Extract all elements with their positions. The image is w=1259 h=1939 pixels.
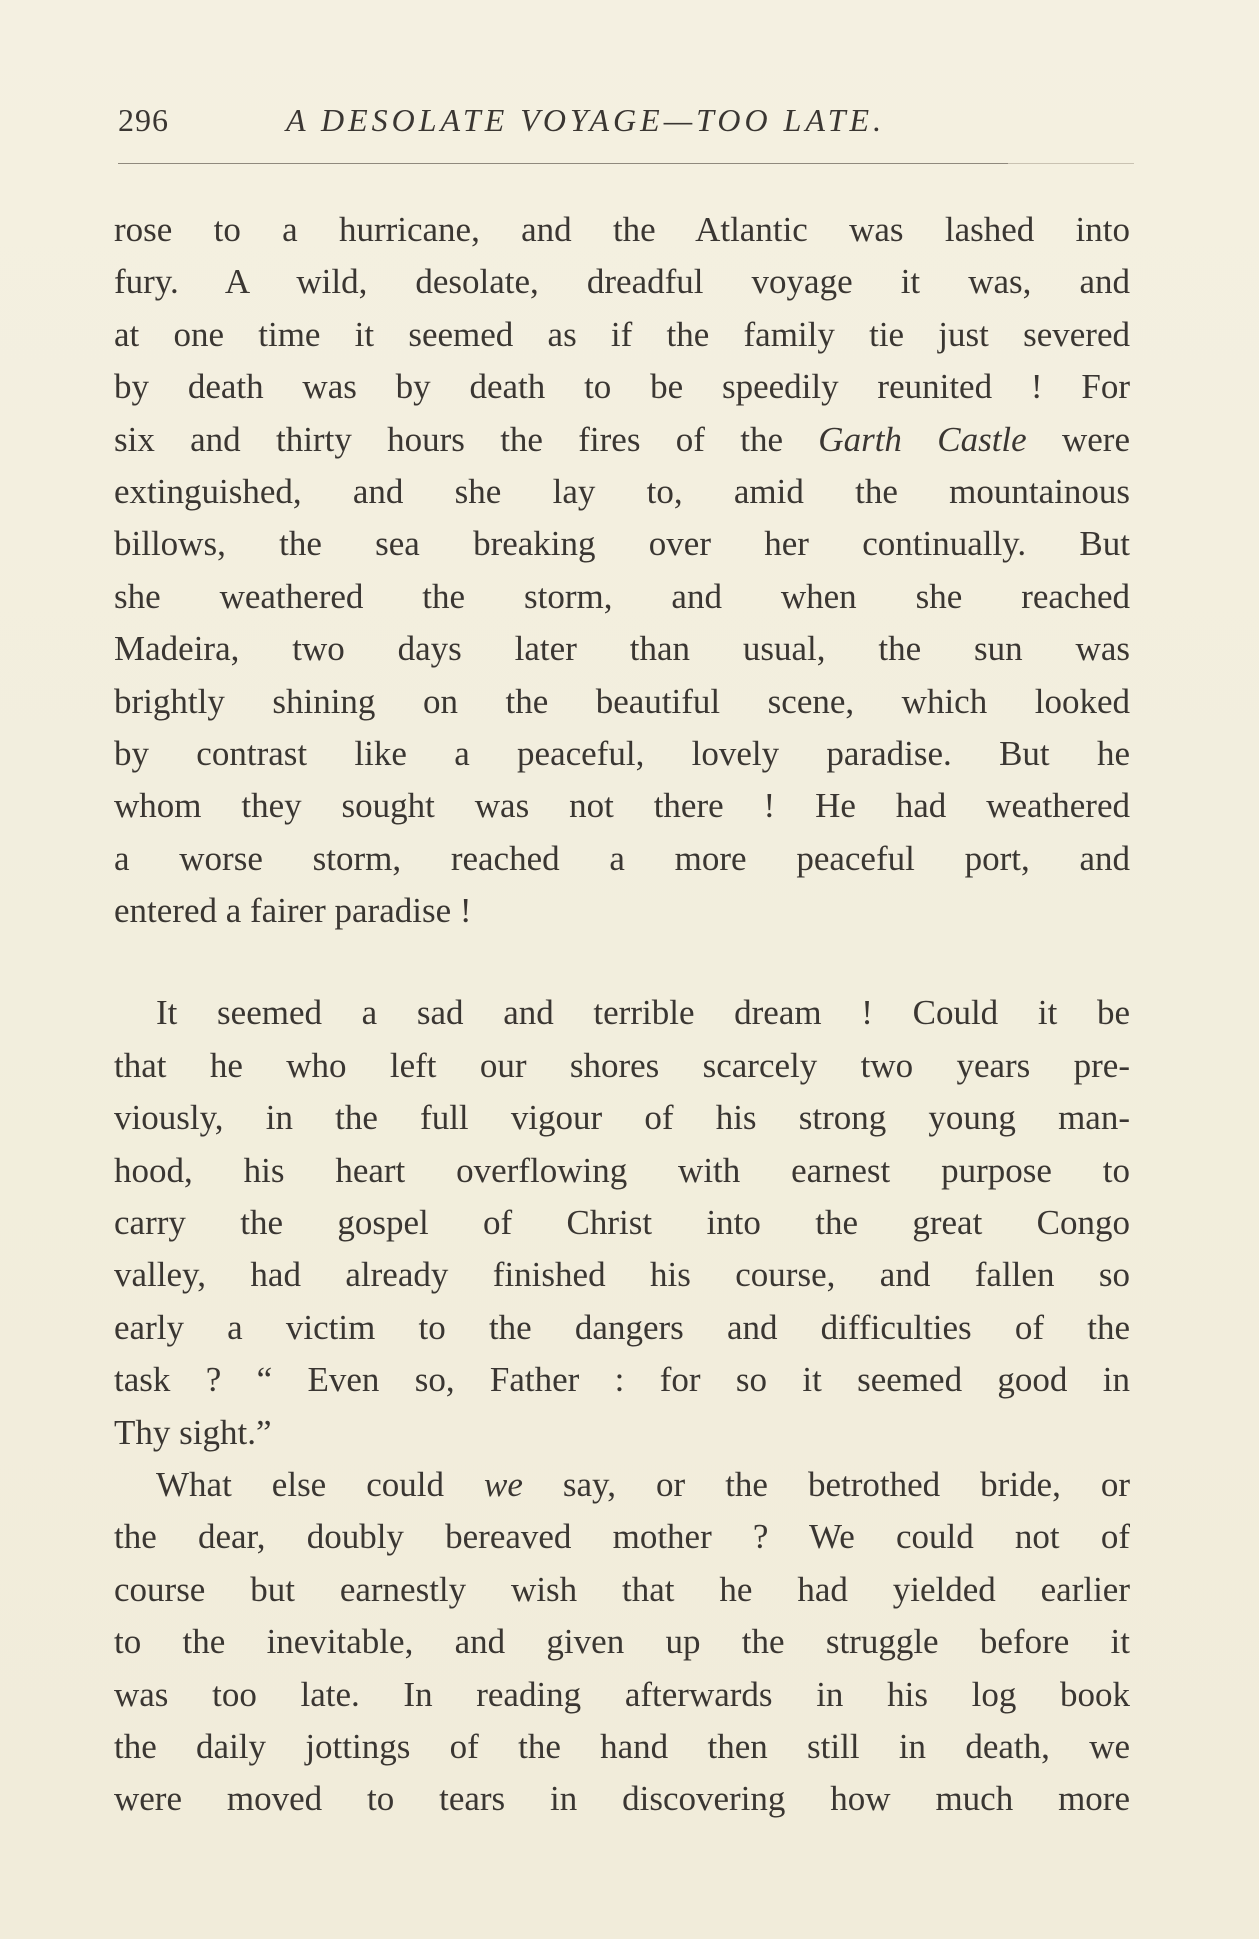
text-run: were (1026, 419, 1130, 459)
text-run: What else could (156, 1464, 484, 1504)
text-line (114, 987, 1130, 1039)
text-run: Madeira, two days later than usual, the sun was (114, 629, 1130, 669)
page-number: 296 (118, 102, 169, 138)
text-line (114, 623, 1130, 675)
text-run: billows, the sea breaking over her continually. But (114, 524, 1130, 564)
text-line (114, 1040, 1130, 1092)
text-run: by contrast like a peaceful, lovely paradise. But he (114, 733, 1130, 773)
text-line (114, 885, 1130, 937)
text-line (114, 728, 1130, 780)
text-run: a worse storm, reached a more peaceful port, and (114, 838, 1130, 878)
text-line (114, 780, 1130, 832)
text-run: that he who left our shores scarcely two years pre- (114, 1045, 1130, 1085)
text-line (114, 204, 1130, 256)
text-run: whom they sought was not there ! He had weathered (114, 786, 1130, 826)
body-text (114, 204, 1130, 1826)
header-rule-extension (1008, 163, 1134, 164)
text-line (114, 1354, 1130, 1406)
text-line (114, 571, 1130, 623)
text-line (114, 1197, 1130, 1249)
text-line (114, 1145, 1130, 1197)
text-run: six and thirty hours the fires of the (114, 419, 819, 459)
text-line (114, 1669, 1130, 1721)
italic-text: Garth Castle (818, 419, 1027, 459)
text-line (114, 833, 1130, 885)
text-line (114, 676, 1130, 728)
text-line (114, 1616, 1130, 1668)
text-run: the daily jottings of the hand then still in death, we (114, 1726, 1130, 1766)
text-line (114, 1564, 1130, 1616)
text-run: extinguished, and she lay to, amid the mountainous (114, 471, 1130, 511)
text-run: at one time it seemed as if the family tie just severed (114, 314, 1130, 354)
text-run: the dear, doubly bereaved mother ? We could not of (114, 1517, 1130, 1557)
text-run: Thy sight.” (114, 1412, 272, 1452)
text-run: carry the gospel of Christ into the great Congo (114, 1203, 1130, 1243)
text-line (114, 1721, 1130, 1773)
header-rule (118, 163, 1134, 164)
text-line (114, 1407, 1130, 1459)
text-run: task ? “ Even so, Father : for so it seemed good in (114, 1360, 1130, 1400)
text-line (114, 1773, 1130, 1825)
running-title: A DESOLATE VOYAGE—TOO LATE. (286, 102, 886, 138)
text-line (114, 466, 1130, 518)
text-run: were moved to tears in discovering how much more (114, 1779, 1130, 1819)
text-run: by death was by death to be speedily reunited ! For (114, 367, 1130, 407)
text-run: viously, in the full vigour of his strong young man- (114, 1098, 1130, 1138)
text-line (114, 309, 1130, 361)
text-line (114, 1249, 1130, 1301)
text-run: entered a fairer paradise ! (114, 891, 472, 931)
text-run: she weathered the storm, and when she reached (114, 576, 1130, 616)
text-run: was too late. In reading afterwards in his log book (114, 1674, 1130, 1714)
text-run: to the inevitable, and given up the struggle before it (114, 1622, 1130, 1662)
text-line (114, 256, 1130, 308)
text-run: brightly shining on the beautiful scene, which looked (114, 681, 1130, 721)
text-line (114, 414, 1130, 466)
text-line (114, 518, 1130, 570)
text-run: course but earnestly wish that he had yielded earlier (114, 1569, 1130, 1609)
running-head (118, 102, 1138, 152)
text-run: It seemed a sad and terrible dream ! Could it be (156, 993, 1130, 1033)
text-run: hood, his heart overflowing with earnest purpose to (114, 1150, 1130, 1190)
text-run: rose to a hurricane, and the Atlantic was lashed into (114, 210, 1130, 249)
text-line (114, 1459, 1130, 1511)
paragraph-gap (114, 937, 1130, 987)
text-run: say, or the betrothed bride, or (522, 1464, 1130, 1504)
text-line (114, 1092, 1130, 1144)
italic-text: we (484, 1464, 523, 1504)
text-line (114, 1302, 1130, 1354)
text-line (114, 1511, 1130, 1563)
text-run: fury. A wild, desolate, dreadful voyage it was, and (114, 262, 1130, 302)
text-line (114, 361, 1130, 413)
text-run: valley, had already finished his course, and fallen so (114, 1255, 1130, 1295)
text-run: early a victim to the dangers and difficulties of the (114, 1307, 1130, 1347)
